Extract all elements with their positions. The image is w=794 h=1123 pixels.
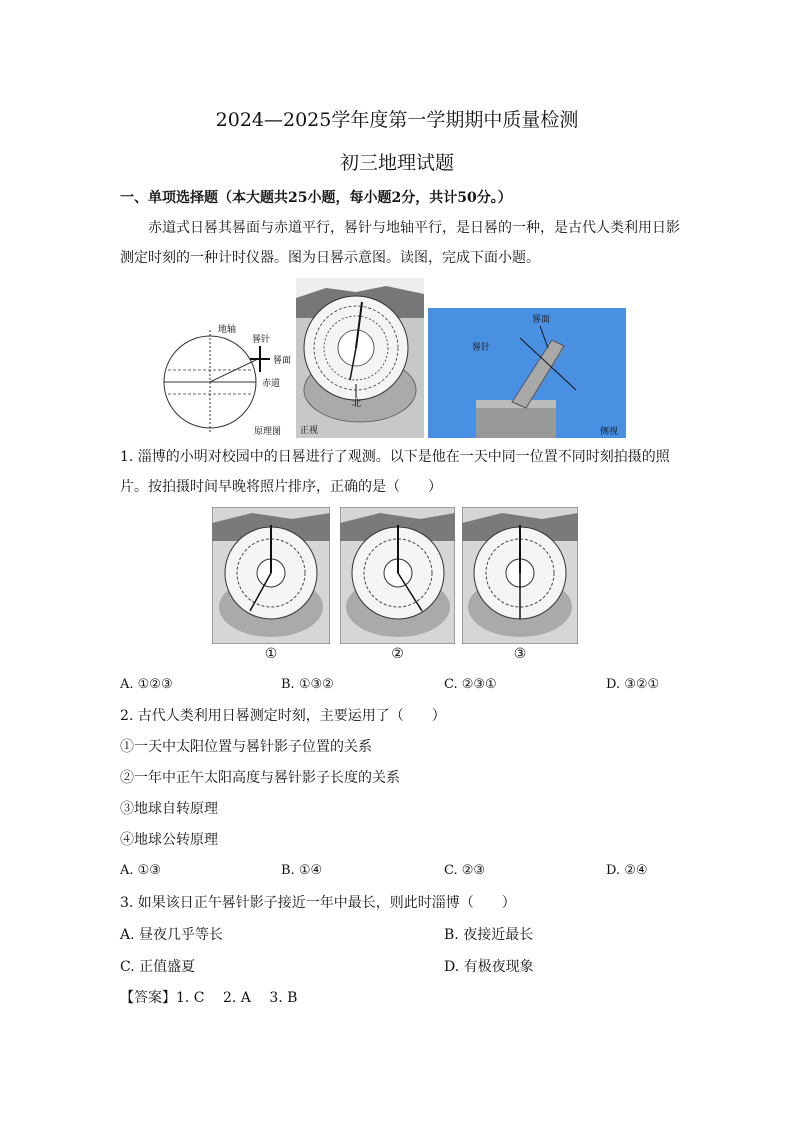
page-title: 2024—2025学年度第一学期期中质量检测 — [215, 109, 579, 131]
section-heading: 一、单项选择题（本大题共25小题，每小题2分，共计50分。） — [120, 190, 512, 206]
q1-photo-3 — [462, 507, 578, 644]
intro-line-1: 赤道式日晷其晷面与赤道平行，晷针与地轴平行，是日晷的一种，是古代人类利用日影 — [148, 220, 680, 236]
label-face: 晷面 — [273, 356, 292, 366]
q1-photo-1 — [212, 507, 330, 644]
q1-option-c[interactable]: C. ②③① — [444, 677, 497, 692]
q1-photo-label-2: ② — [391, 646, 404, 662]
label-side-face: 晷面 — [532, 315, 551, 325]
q2-option-a[interactable]: A. ①③ — [120, 863, 161, 878]
q1-option-a[interactable]: A. ①②③ — [120, 677, 173, 692]
label-front-view: 正视 — [300, 426, 319, 436]
q3-option-a[interactable]: A. 昼夜几乎等长 — [120, 927, 224, 943]
label-principle-caption: 原理图 — [254, 427, 282, 437]
label-axis: 地轴 — [218, 325, 237, 335]
q2-stem: 2. 古代人类利用日晷测定时刻，主要运用了（ ） — [120, 708, 446, 724]
q2-option-b[interactable]: B. ①④ — [281, 863, 323, 878]
q3-option-d[interactable]: D. 有极夜现象 — [444, 959, 534, 975]
label-needle: 晷针 — [252, 335, 271, 345]
q2-option-c[interactable]: C. ②③ — [444, 863, 486, 878]
q1-photo-2 — [340, 507, 455, 644]
intro-line-2: 测定时刻的一种计时仪器。图为日晷示意图。读图，完成下面小题。 — [120, 250, 540, 266]
q3-option-b[interactable]: B. 夜接近最长 — [444, 927, 534, 943]
answer-label: 【答案】 — [120, 990, 176, 1006]
q1-photo-label-3: ③ — [513, 646, 527, 662]
q3-option-c[interactable]: C. 正值盛夏 — [120, 959, 196, 975]
label-equator: 赤道 — [262, 379, 281, 389]
q1-option-d[interactable]: D. ③②① — [606, 677, 660, 692]
sundial-side-photo — [428, 308, 626, 438]
label-north: 北 — [352, 399, 362, 409]
q2-item-1: ①一天中太阳位置与晷针影子位置的关系 — [120, 739, 372, 755]
answer-text: 1. C 2. A 3. B — [176, 990, 298, 1006]
answer-line — [120, 988, 297, 1008]
label-side-view: 侧视 — [600, 427, 619, 437]
label-side-needle: 晷针 — [472, 343, 491, 353]
q2-option-d[interactable]: D. ②④ — [606, 863, 648, 878]
q1-photo-label-1: ① — [264, 646, 278, 662]
q2-item-4: ④地球公转原理 — [120, 832, 218, 848]
q1-stem-line-1: 1. 淄博的小明对校园中的日晷进行了观测。以下是他在一天中同一位置不同时刻拍摄的照 — [120, 449, 670, 465]
q1-option-b[interactable]: B. ①③② — [281, 677, 334, 692]
page-subtitle: 初三地理试题 — [339, 152, 454, 174]
q1-stem-line-2: 片。按拍摄时间早晚将照片排序，正确的是（ ） — [120, 479, 442, 495]
sundial-front-photo — [296, 278, 424, 438]
q2-item-3: ③地球自转原理 — [120, 801, 218, 817]
q3-stem: 3. 如果该日正午晷针影子接近一年中最长，则此时淄博（ ） — [120, 895, 516, 911]
principle-diagram — [160, 320, 300, 440]
q2-item-2: ②一年中正午太阳高度与晷针影子长度的关系 — [120, 770, 400, 786]
